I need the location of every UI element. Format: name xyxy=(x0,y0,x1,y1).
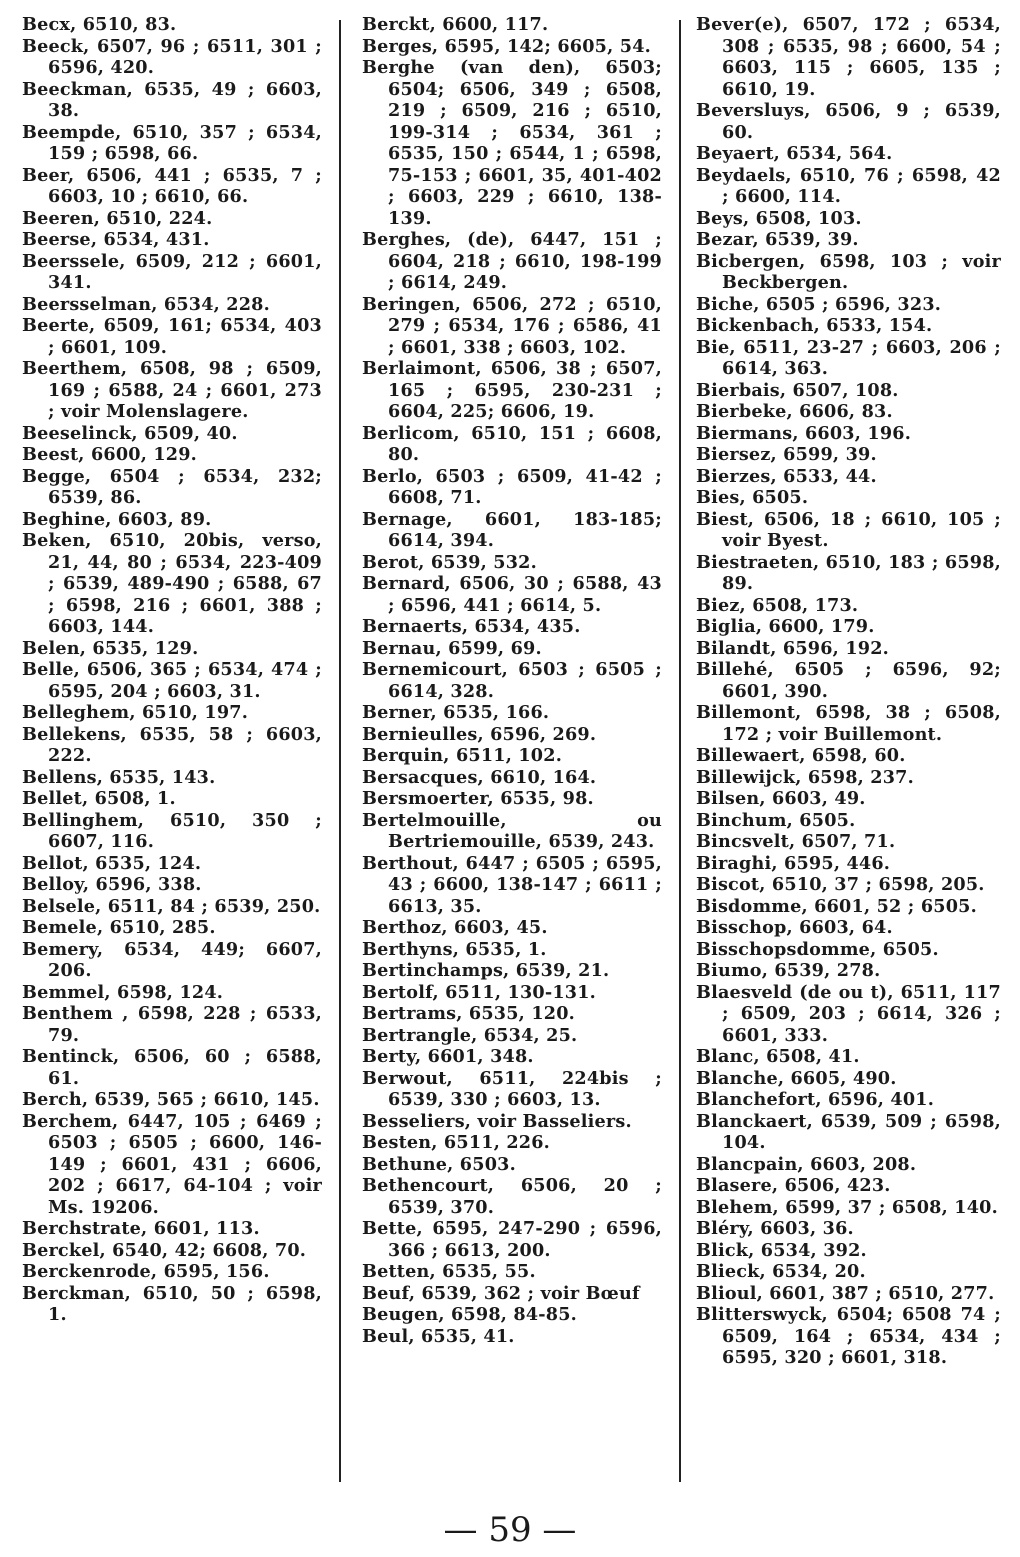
index-entry: Bemmel, 6598, 124. xyxy=(22,981,224,1003)
index-entry: Bertelmouille, ou Bertriemouille, 6539, 243. xyxy=(362,809,662,852)
index-entry: Beghine, 6603, 89. xyxy=(22,508,212,530)
index-entry: Betten, 6535, 55. xyxy=(362,1261,536,1282)
index-entry: Bemery, 6534, 449; 6607, 206. xyxy=(22,938,322,981)
index-entry: Bernieulles, 6596, 269. xyxy=(362,723,597,745)
index-entry: Berthyns, 6535, 1. xyxy=(362,938,547,960)
index-entry: Berty, 6601, 348. xyxy=(362,1046,534,1067)
index-entry: Berchstrate, 6601, 113. xyxy=(22,1218,260,1239)
index-entry: Bernard, 6506, 30 ; 6588, 43 ; 6596, 441 ; 6614, 5. xyxy=(362,573,662,616)
index-entry: Beempde, 6510, 357 ; 6534, 159 ; 6598, 66. xyxy=(22,121,322,164)
index-entry: Binchum, 6505. xyxy=(696,809,856,831)
index-entry: Berlaimont, 6506, 38 ; 6507, 165 ; 6595, 230-231 ; 6604, 225; 6606, 19. xyxy=(362,358,662,422)
index-entry: Beringen, 6506, 272 ; 6510, 279 ; 6534, 176 ; 6586, 41 ; 6601, 338 ; 6603, 102. xyxy=(362,293,662,358)
index-entry: Beversluys, 6506, 9 ; 6539, 60. xyxy=(696,100,1001,143)
index-entry: Bernemicourt, 6503 ; 6505 ; 6614, 328. xyxy=(362,659,662,702)
page-number: — 59 — xyxy=(443,1510,577,1550)
index-entry: Blioul, 6601, 387 ; 6510, 277. xyxy=(696,1282,995,1304)
index-entry: Biestraeten, 6510, 183 ; 6598, 89. xyxy=(696,551,1001,594)
index-entry: Beeck, 6507, 96 ; 6511, 301 ; 6596, 420. xyxy=(22,35,322,78)
index-entry: Bierzes, 6533, 44. xyxy=(696,465,877,487)
index-entry: Bellekens, 6535, 58 ; 6603, 222. xyxy=(22,723,322,766)
index-entry: Biscot, 6510, 37 ; 6598, 205. xyxy=(696,874,985,895)
index-entry: Besten, 6511, 226. xyxy=(362,1132,550,1153)
index-entry: Beys, 6508, 103. xyxy=(696,207,862,229)
index-entry: Blaesveld (de ou t), 6511, 117 ; 6509, 203 ; 6614, 326 ; 6601, 333. xyxy=(696,981,1001,1046)
index-entry: Berchem, 6447, 105 ; 6469 ; 6503 ; 6505 ; 6600, 146-149 ; 6601, 431 ; 6606, 202 ; 6617, 64-104 ; voir Ms. 19206. xyxy=(22,1110,322,1218)
index-entry: Bethune, 6503. xyxy=(362,1153,516,1175)
index-column-1 xyxy=(22,14,322,1326)
index-entry: Billehé, 6505 ; 6596, 92; 6601, 390. xyxy=(696,659,1001,702)
index-entry: Billewijck, 6598, 237. xyxy=(696,766,914,788)
index-entry: Blanche, 6605, 490. xyxy=(696,1067,897,1089)
index-entry: Beerte, 6509, 161; 6534, 403 ; 6601, 109. xyxy=(22,315,322,358)
index-entry: Bertolf, 6511, 130-131. xyxy=(362,981,597,1003)
index-entry: Blick, 6534, 392. xyxy=(696,1239,867,1261)
index-entry: Berckenrode, 6595, 156. xyxy=(22,1261,270,1282)
index-column-2 xyxy=(362,14,662,1347)
index-entry: Berges, 6595, 142; 6605, 54. xyxy=(362,35,651,57)
index-entry: Bertrams, 6535, 120. xyxy=(362,1003,575,1024)
index-entry: Beest, 6600, 129. xyxy=(22,444,198,465)
index-entry: Bertinchamps, 6539, 21. xyxy=(362,960,610,981)
index-entry: Bellet, 6508, 1. xyxy=(22,788,176,809)
index-entry: Beersselman, 6534, 228. xyxy=(22,293,270,315)
index-entry: Becx, 6510, 83. xyxy=(22,14,177,35)
index-entry: Beerssele, 6509, 212 ; 6601, 341. xyxy=(22,250,322,293)
index-entry: Beugen, 6598, 84-85. xyxy=(362,1304,578,1325)
index-entry: Bisschop, 6603, 64. xyxy=(696,917,893,938)
index-entry: Bléry, 6603, 36. xyxy=(696,1218,854,1239)
index-entry: Biraghi, 6595, 446. xyxy=(696,852,891,874)
index-entry: Blitterswyck, 6504; 6508 74 ; 6509, 164 ; 6534, 434 ; 6595, 320 ; 6601, 318. xyxy=(696,1304,1001,1368)
index-entry: Biglia, 6600, 179. xyxy=(696,616,875,637)
index-entry: Bisschopsdomme, 6505. xyxy=(696,938,939,960)
index-entry: Bie, 6511, 23-27 ; 6603, 206 ; 6614, 363. xyxy=(696,336,1001,379)
index-entry: Beuf, 6539, 362 ; voir Bœuf xyxy=(362,1282,640,1304)
index-entry: Berthout, 6447 ; 6505 ; 6595, 43 ; 6600, 138-147 ; 6611 ; 6613, 35. xyxy=(362,852,662,917)
index-entry: Bilsen, 6603, 49. xyxy=(696,788,866,809)
index-entry: Berckt, 6600, 117. xyxy=(362,14,549,35)
index-entry: Bellot, 6535, 124. xyxy=(22,852,202,874)
index-entry: Berckel, 6540, 42; 6608, 70. xyxy=(22,1239,307,1261)
index-entry: Billemont, 6598, 38 ; 6508, 172 ; voir Buillemont. xyxy=(696,702,1001,745)
index-entry: Bicbergen, 6598, 103 ; voir Beckbergen. xyxy=(696,250,1001,293)
index-entry: Bezar, 6539, 39. xyxy=(696,229,859,250)
index-entry: Blanc, 6508, 41. xyxy=(696,1046,860,1067)
index-entry: Benthem , 6598, 228 ; 6533, 79. xyxy=(22,1003,322,1046)
index-entry: Berot, 6539, 532. xyxy=(362,551,537,573)
index-entry: Besseliers, voir Basseliers. xyxy=(362,1110,632,1132)
column-divider xyxy=(339,20,341,1482)
index-entry: Belloy, 6596, 338. xyxy=(22,874,202,895)
index-entry: Blanchefort, 6596, 401. xyxy=(696,1089,935,1110)
index-entry: Bellinghem, 6510, 350 ; 6607, 116. xyxy=(22,809,322,852)
index-entry: Biumo, 6539, 278. xyxy=(696,960,881,981)
index-entry: Berquin, 6511, 102. xyxy=(362,745,563,766)
index-entry: Begge, 6504 ; 6534, 232; 6539, 86. xyxy=(22,465,322,508)
index-entry: Biez, 6508, 173. xyxy=(696,594,859,616)
index-entry: Bethencourt, 6506, 20 ; 6539, 370. xyxy=(362,1175,662,1218)
index-entry: Bersacques, 6610, 164. xyxy=(362,766,597,788)
index-entry: Bickenbach, 6533, 154. xyxy=(696,315,933,336)
index-entry: Bellens, 6535, 143. xyxy=(22,766,216,788)
index-entry: Beeselinck, 6509, 40. xyxy=(22,422,238,444)
index-entry: Blancpain, 6603, 208. xyxy=(696,1153,917,1175)
index-entry: Berlicom, 6510, 151 ; 6608, 80. xyxy=(362,422,662,465)
index-entry: Bierbeke, 6606, 83. xyxy=(696,401,893,422)
index-entry: Biest, 6506, 18 ; 6610, 105 ; voir Byest. xyxy=(696,508,1001,551)
index-entry: Berckman, 6510, 50 ; 6598, 1. xyxy=(22,1282,322,1325)
index-entry: Beer, 6506, 441 ; 6535, 7 ; 6603, 10 ; 6610, 66. xyxy=(22,164,322,207)
index-entry: Billewaert, 6598, 60. xyxy=(696,745,906,766)
index-entry: Beul, 6535, 41. xyxy=(362,1325,515,1347)
index-entry: Berlo, 6503 ; 6509, 41-42 ; 6608, 71. xyxy=(362,465,662,508)
index-entry: Berwout, 6511, 224bis ; 6539, 330 ; 6603, 13. xyxy=(362,1067,662,1110)
index-entry: Bies, 6505. xyxy=(696,487,809,508)
index-entry: Bernau, 6599, 69. xyxy=(362,637,542,659)
index-entry: Blanckaert, 6539, 509 ; 6598, 104. xyxy=(696,1110,1001,1153)
column-divider xyxy=(679,20,681,1482)
index-entry: Belleghem, 6510, 197. xyxy=(22,702,249,723)
index-entry: Blehem, 6599, 37 ; 6508, 140. xyxy=(696,1196,998,1218)
index-entry: Beeren, 6510, 224. xyxy=(22,207,213,229)
index-entry: Biermans, 6603, 196. xyxy=(696,422,912,444)
index-entry: Beken, 6510, 20bis, verso, 21, 44, 80 ; 6534, 223-409 ; 6539, 489-490 ; 6588, 67 ; 6598, 216 ; 6601, 388 ; 6603, 144. xyxy=(22,530,322,637)
index-entry: Bever(e), 6507, 172 ; 6534, 308 ; 6535, 98 ; 6600, 54 ; 6603, 115 ; 6605, 135 ; 6610, 19. xyxy=(696,14,1001,100)
index-entry: Belle, 6506, 365 ; 6534, 474 ; 6595, 204 ; 6603, 31. xyxy=(22,659,322,702)
index-entry: Blieck, 6534, 20. xyxy=(696,1261,866,1282)
index-entry: Berner, 6535, 166. xyxy=(362,702,550,723)
index-entry: Bemele, 6510, 285. xyxy=(22,917,216,938)
index-entry: Berghes, (de), 6447, 151 ; 6604, 218 ; 6610, 198-199 ; 6614, 249. xyxy=(362,229,662,293)
index-entry: Bette, 6595, 247-290 ; 6596, 366 ; 6613, 200. xyxy=(362,1218,662,1261)
index-entry: Bisdomme, 6601, 52 ; 6505. xyxy=(696,895,977,917)
index-entry: Biche, 6505 ; 6596, 323. xyxy=(696,293,942,315)
index-entry: Bernage, 6601, 183-185; 6614, 394. xyxy=(362,508,662,551)
index-entry: Beyaert, 6534, 564. xyxy=(696,143,893,164)
index-entry: Bertrangle, 6534, 25. xyxy=(362,1024,578,1046)
index-entry: Bierbais, 6507, 108. xyxy=(696,379,899,401)
index-entry: Belsele, 6511, 84 ; 6539, 250. xyxy=(22,895,321,917)
index-entry: Bentinck, 6506, 60 ; 6588, 61. xyxy=(22,1046,322,1089)
index-column-3 xyxy=(696,14,1001,1369)
index-entry: Berthoz, 6603, 45. xyxy=(362,917,548,938)
index-entry: Beerthem, 6508, 98 ; 6509, 169 ; 6588, 24 ; 6601, 273 ; voir Molenslagere. xyxy=(22,358,322,422)
index-entry: Bernaerts, 6534, 435. xyxy=(362,616,581,637)
index-entry: Beydaels, 6510, 76 ; 6598, 42 ; 6600, 114. xyxy=(696,164,1001,207)
index-entry: Biersez, 6599, 39. xyxy=(696,444,877,465)
index-entry: Berghe (van den), 6503; 6504; 6506, 349 ; 6508, 219 ; 6509, 216 ; 6510, 199-314 ; 6534, 361 ; 6535, 150 ; 6544, 1 ; 6598, 75-153 ; 6601, 35, 401-402 ; 6603, 229 ; 6610, 138-139. xyxy=(362,57,662,229)
index-entry: Bincsvelt, 6507, 71. xyxy=(696,831,896,852)
index-entry: Bersmoerter, 6535, 98. xyxy=(362,788,594,809)
index-entry: Belen, 6535, 129. xyxy=(22,637,199,659)
index-entry: Beerse, 6534, 431. xyxy=(22,229,210,250)
index-entry: Beeckman, 6535, 49 ; 6603, 38. xyxy=(22,78,322,121)
index-entry: Blasere, 6506, 423. xyxy=(696,1175,891,1196)
index-entry: Bilandt, 6596, 192. xyxy=(696,637,889,659)
index-entry: Berch, 6539, 565 ; 6610, 145. xyxy=(22,1089,320,1110)
